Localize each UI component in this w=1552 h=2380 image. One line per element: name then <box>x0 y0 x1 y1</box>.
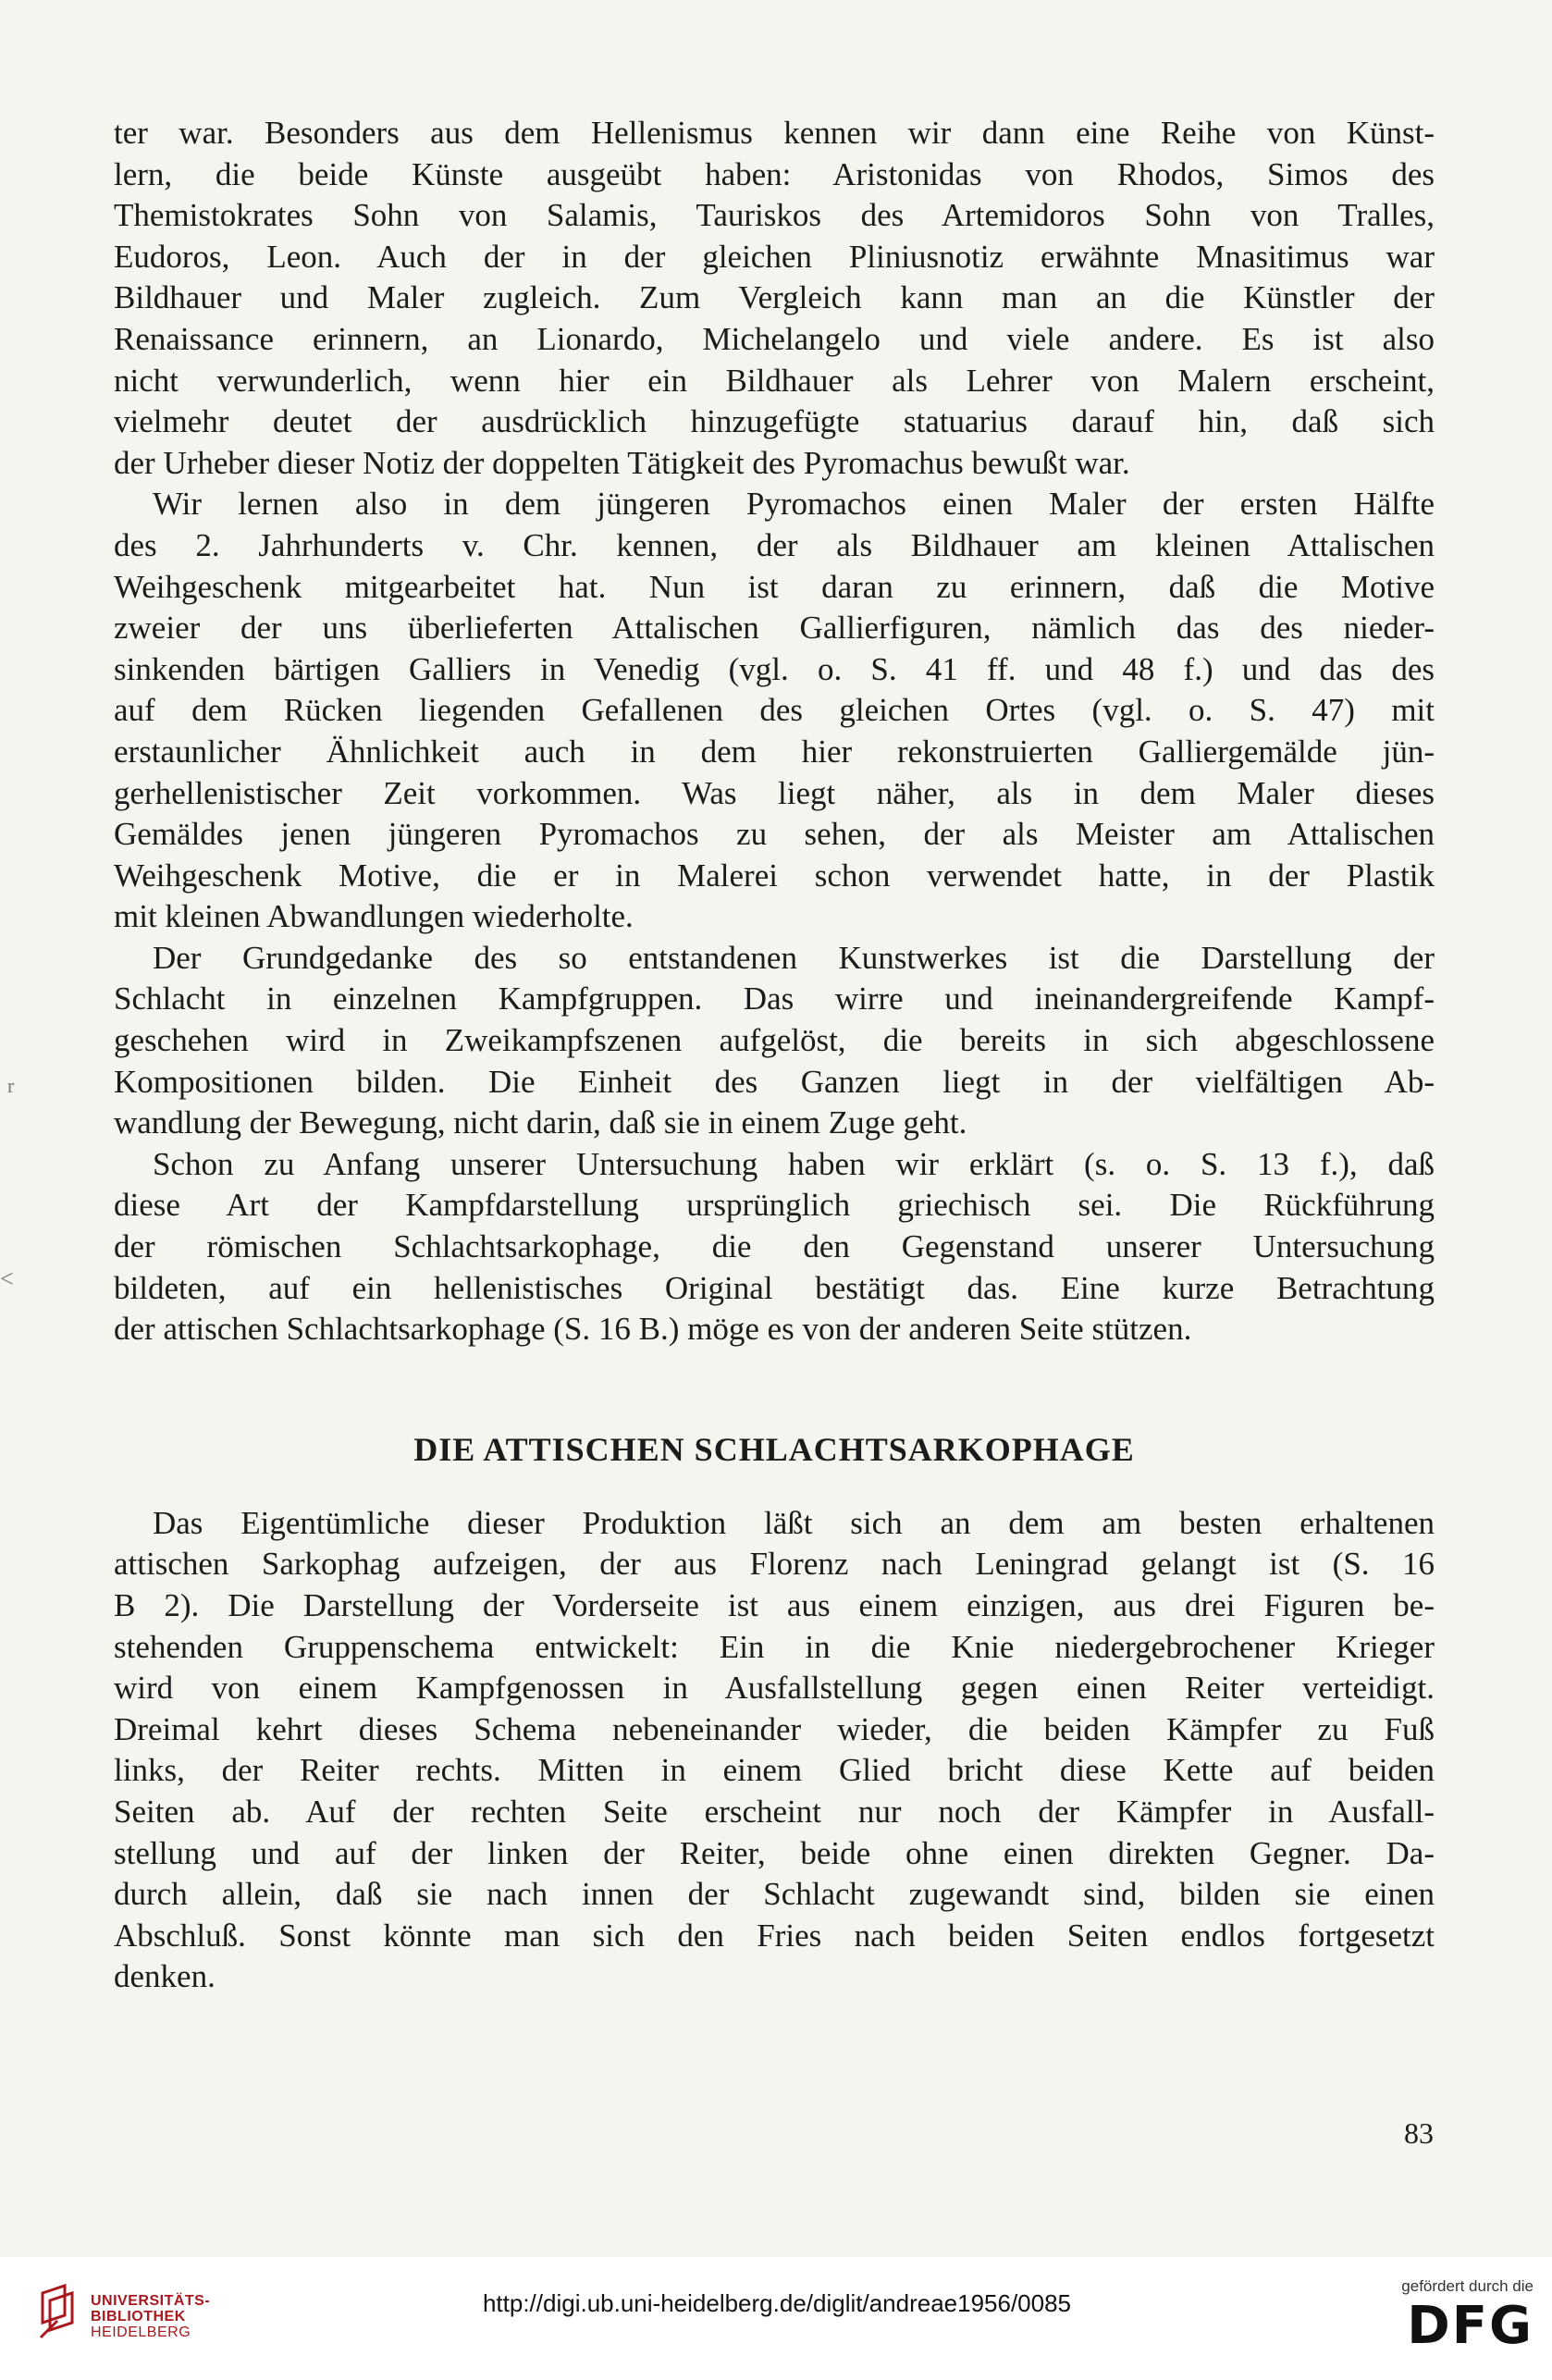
text-line: durch allein, daß sie nach innen der Schlacht zugewandt sind, bilden sie einen <box>114 1876 1435 1913</box>
text-line: Eudoros, Leon. Auch der in der gleichen Pliniusnotiz erwähnte Mnasitimus war <box>114 238 1435 275</box>
text-line: geschehen wird in Zweikampfszenen aufgelöst, die bereits in sich abgeschlossene <box>114 1022 1435 1059</box>
text-line: wandlung der Bewegung, nicht darin, daß sie in einem Zuge geht. <box>114 1104 967 1141</box>
text-line: wird von einem Kampfgenossen in Ausfallstellung gegen einen Reiter verteidigt. <box>114 1670 1435 1707</box>
paragraph <box>114 113 1435 484</box>
text-line: Bildhauer und Maler zugleich. Zum Vergleich kann man an die Künstler der <box>114 279 1435 316</box>
text-line: nicht verwunderlich, wenn hier ein Bildhauer als Lehrer von Malern erscheint, <box>114 362 1435 399</box>
text-line: Weihgeschenk mitgearbeitet hat. Nun ist daran zu erinnern, daß die Motive <box>114 568 1435 605</box>
funding-logo[interactable] <box>1321 2277 1534 2356</box>
text-line: diese Art der Kampfdarstellung ursprünglich griechisch sei. Die Rückführung <box>114 1187 1435 1224</box>
text-line: Schon zu Anfang unserer Untersuchung haben wir erklärt (s. o. S. 13 f.), daß <box>153 1145 1435 1182</box>
dfg-logo: DFG <box>1407 2296 1534 2356</box>
text-line: stellung und auf der linken der Reiter, beide ohne einen direkten Gegner. Da- <box>114 1834 1435 1871</box>
text-line: gerhellenistischer Zeit vorkommen. Was liegt näher, als in dem Maler dieses <box>114 774 1435 811</box>
text-line: erstaunlicher Ähnlichkeit auch in dem hier rekonstruierten Galliergemälde jün- <box>114 733 1435 770</box>
library-name-line: UNIVERSITÄTS- <box>91 2293 211 2309</box>
paragraph <box>114 1144 1435 1350</box>
library-name <box>91 2293 210 2340</box>
library-name-line: BIBLIOTHEK <box>91 2309 186 2325</box>
permalink-url[interactable]: http://digi.ub.uni-heidelberg.de/diglit/andreae1956/0085 <box>482 2289 1072 2317</box>
text-line: sinkenden bärtigen Galliers in Venedig (vgl. o. S. 41 ff. und 48 f.) und das des <box>114 650 1435 687</box>
text-line: attischen Sarkophag aufzeigen, der aus Florenz nach Leningrad gelangt ist (S. 16 <box>114 1546 1435 1583</box>
text-line: Gemäldes jenen jüngeren Pyromachos zu sehen, der als Meister am Attalischen <box>114 816 1435 853</box>
paragraph <box>114 484 1435 938</box>
funding-caption: gefördert durch die <box>1401 2277 1534 2295</box>
text-line: links, der Reiter rechts. Mitten in einem Glied bricht diese Kette auf beiden <box>114 1752 1435 1789</box>
text-line: des 2. Jahrhunderts v. Chr. kennen, der als Bildhauer am kleinen Attalischen <box>114 526 1435 563</box>
section-heading: DIE ATTISCHEN SCHLACHTSARKOPHAGE <box>413 1430 1135 1468</box>
text-line: denken. <box>114 1958 216 1995</box>
library-emblem-icon <box>37 2284 81 2341</box>
text-line: zweier der uns überlieferten Attalischen Gallierfiguren, nämlich das des nieder- <box>114 610 1435 647</box>
text-line: Weihgeschenk Motive, die er in Malerei schon verwendet hatte, in der Plastik <box>114 857 1435 894</box>
text-line: mit kleinen Abwandlungen wiederholte. <box>114 898 634 935</box>
margin-mark: r <box>7 1074 15 1097</box>
paragraph-group-after-heading <box>114 1503 1435 1998</box>
text-line: Kompositionen bilden. Die Einheit des Ganzen liegt in der vielfältigen Ab- <box>114 1063 1435 1100</box>
library-logo[interactable] <box>37 2280 296 2354</box>
text-line: vielmehr deutet der ausdrücklich hinzugefügte statuarius darauf hin, daß sich <box>114 403 1435 440</box>
text-line: Dreimal kehrt dieses Schema nebeneinander wieder, die beiden Kämpfer zu Fuß <box>114 1710 1435 1747</box>
text-line: Abschluß. Sonst könnte man sich den Fries nach beiden Seiten endlos fortgesetzt <box>114 1917 1435 1954</box>
text-line: Renaissance erinnern, an Lionardo, Michelangelo und viele andere. Es ist also <box>114 320 1435 357</box>
text-line: auf dem Rücken liegenden Gefallenen des gleichen Ortes (vgl. o. S. 47) mit <box>114 692 1435 729</box>
text-line: B 2). Die Darstellung der Vorderseite ist aus einem einzigen, aus drei Figuren be- <box>114 1587 1435 1623</box>
text-line: lern, die beide Künste ausgeübt haben: Aristonidas von Rhodos, Simos des <box>114 155 1435 192</box>
text-line: der Urheber dieser Notiz der doppelten Tätigkeit des Pyromachus bewußt war. <box>114 444 1130 481</box>
paragraph-group-before-heading <box>114 113 1435 1350</box>
text-line: Wir lernen also in dem jüngeren Pyromachos einen Maler der ersten Hälfte <box>153 486 1435 523</box>
body-text <box>114 113 1435 1998</box>
text-line: der römischen Schlachtsarkophage, die den Gegenstand unserer Untersuchung <box>114 1228 1435 1265</box>
text-line: stehenden Gruppenschema entwickelt: Ein in die Knie niedergebrochener Krieger <box>114 1628 1435 1665</box>
text-line: ter war. Besonders aus dem Hellenismus kennen wir dann eine Reihe von Künst- <box>114 115 1435 151</box>
text-line: Seiten ab. Auf der rechten Seite erscheint nur noch der Kämpfer in Ausfall- <box>114 1793 1435 1830</box>
text-line: Themistokrates Sohn von Salamis, Tauriskos des Artemidoros Sohn von Tralles, <box>114 197 1435 234</box>
text-line: bildeten, auf ein hellenistisches Original bestätigt das. Eine kurze Betrachtung <box>114 1269 1435 1306</box>
text-line: Der Grundgedanke des so entstandenen Kunstwerkes ist die Darstellung der <box>153 939 1435 976</box>
digitization-footer <box>0 2257 1552 2380</box>
paragraph <box>114 938 1435 1144</box>
text-line: Das Eigentümliche dieser Produktion läßt sich an dem am besten erhaltenen <box>153 1504 1435 1541</box>
margin-mark: < <box>0 1265 14 1292</box>
text-line: Schlacht in einzelnen Kampfgruppen. Das wirre und ineinandergreifende Kampf- <box>114 980 1435 1017</box>
page-number: 83 <box>1404 2116 1434 2150</box>
paragraph <box>114 1503 1435 1998</box>
text-line: der attischen Schlachtsarkophage (S. 16 B.) möge es von der anderen Seite stützen. <box>114 1311 1192 1348</box>
library-name-line: HEIDELBERG <box>91 2325 191 2340</box>
